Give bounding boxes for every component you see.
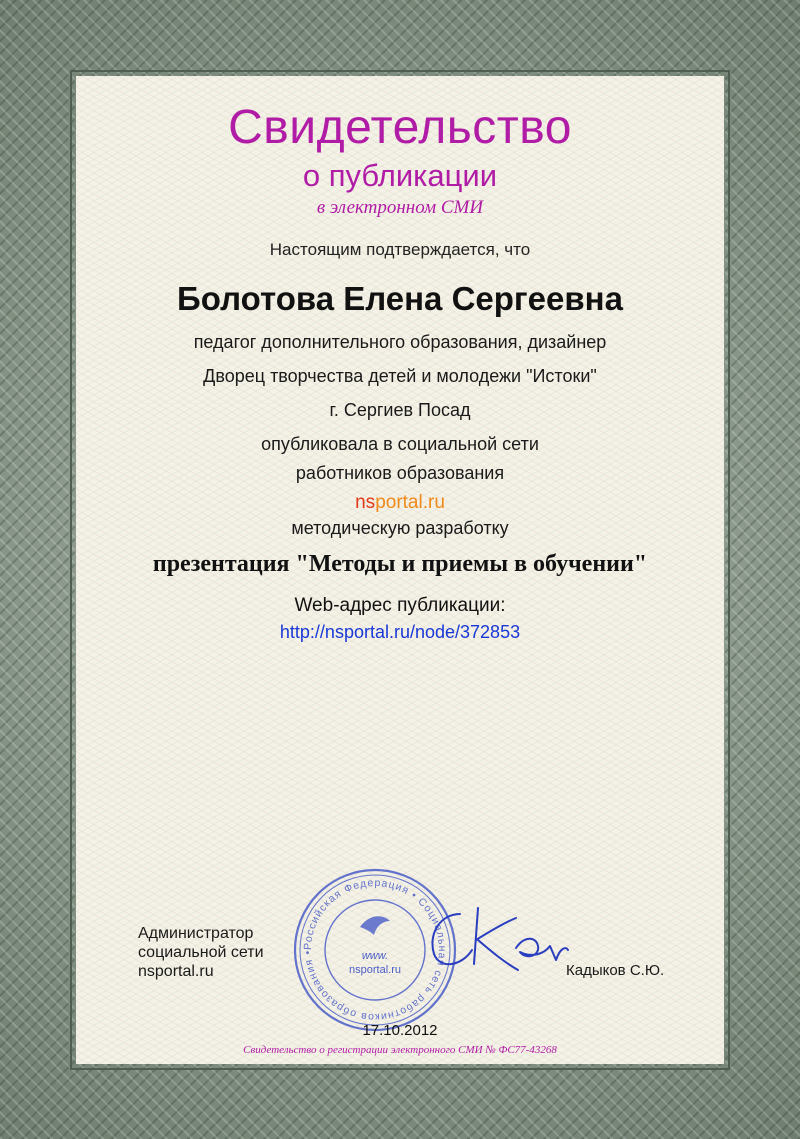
stamp-ring-text: Российская Федерация • Социальная сеть работников образования • — [301, 876, 449, 1024]
signer-name: Кадыков С.Ю. — [566, 962, 665, 979]
publication-link[interactable]: http://nsportal.ru/node/372853 — [279, 622, 521, 642]
stamp-bird-icon — [360, 916, 390, 935]
portal-name — [0, 492, 800, 514]
media-type: в электронном СМИ — [316, 197, 484, 218]
certificate-subtitle: о публикации — [302, 158, 498, 193]
recipient-organization: Дворец творчества детей и молодежи "Истоки" — [203, 366, 597, 386]
handwritten-signature — [420, 900, 570, 980]
web-address-label: Web-адрес публикации: — [294, 595, 506, 616]
published-line-2: работников образования — [295, 463, 505, 483]
stamp-site: nsportal.ru — [349, 964, 401, 976]
registration-note: Свидетельство о регистрации электронного СМИ № ФС77-43268 — [243, 1044, 557, 1056]
recipient-name: Болотова Елена Сергеевна — [177, 280, 623, 317]
portal-name-rest: portal.ru — [375, 492, 445, 513]
admin-line-2: социальной сети — [138, 944, 264, 961]
administrator-block — [138, 924, 264, 981]
admin-line-3: nsportal.ru — [138, 963, 214, 980]
stamp-www: www. — [361, 950, 389, 962]
recipient-city: г. Сергиев Посад — [329, 400, 471, 420]
portal-name-ns: ns — [355, 492, 376, 513]
certificate-title: Свидетельство — [228, 101, 572, 154]
work-type: методическую разработку — [291, 518, 509, 538]
confirmation-text: Настоящим подтверждается, что — [269, 240, 531, 259]
published-line-1: опубликовала в социальной сети — [261, 434, 539, 454]
admin-line-1: Администратор — [138, 925, 254, 942]
recipient-position: педагог дополнительного образования, дизайнер — [193, 332, 607, 352]
work-title: презентация "Методы и приемы в обучении" — [152, 551, 648, 577]
issue-date: 17.10.2012 — [362, 1022, 438, 1039]
